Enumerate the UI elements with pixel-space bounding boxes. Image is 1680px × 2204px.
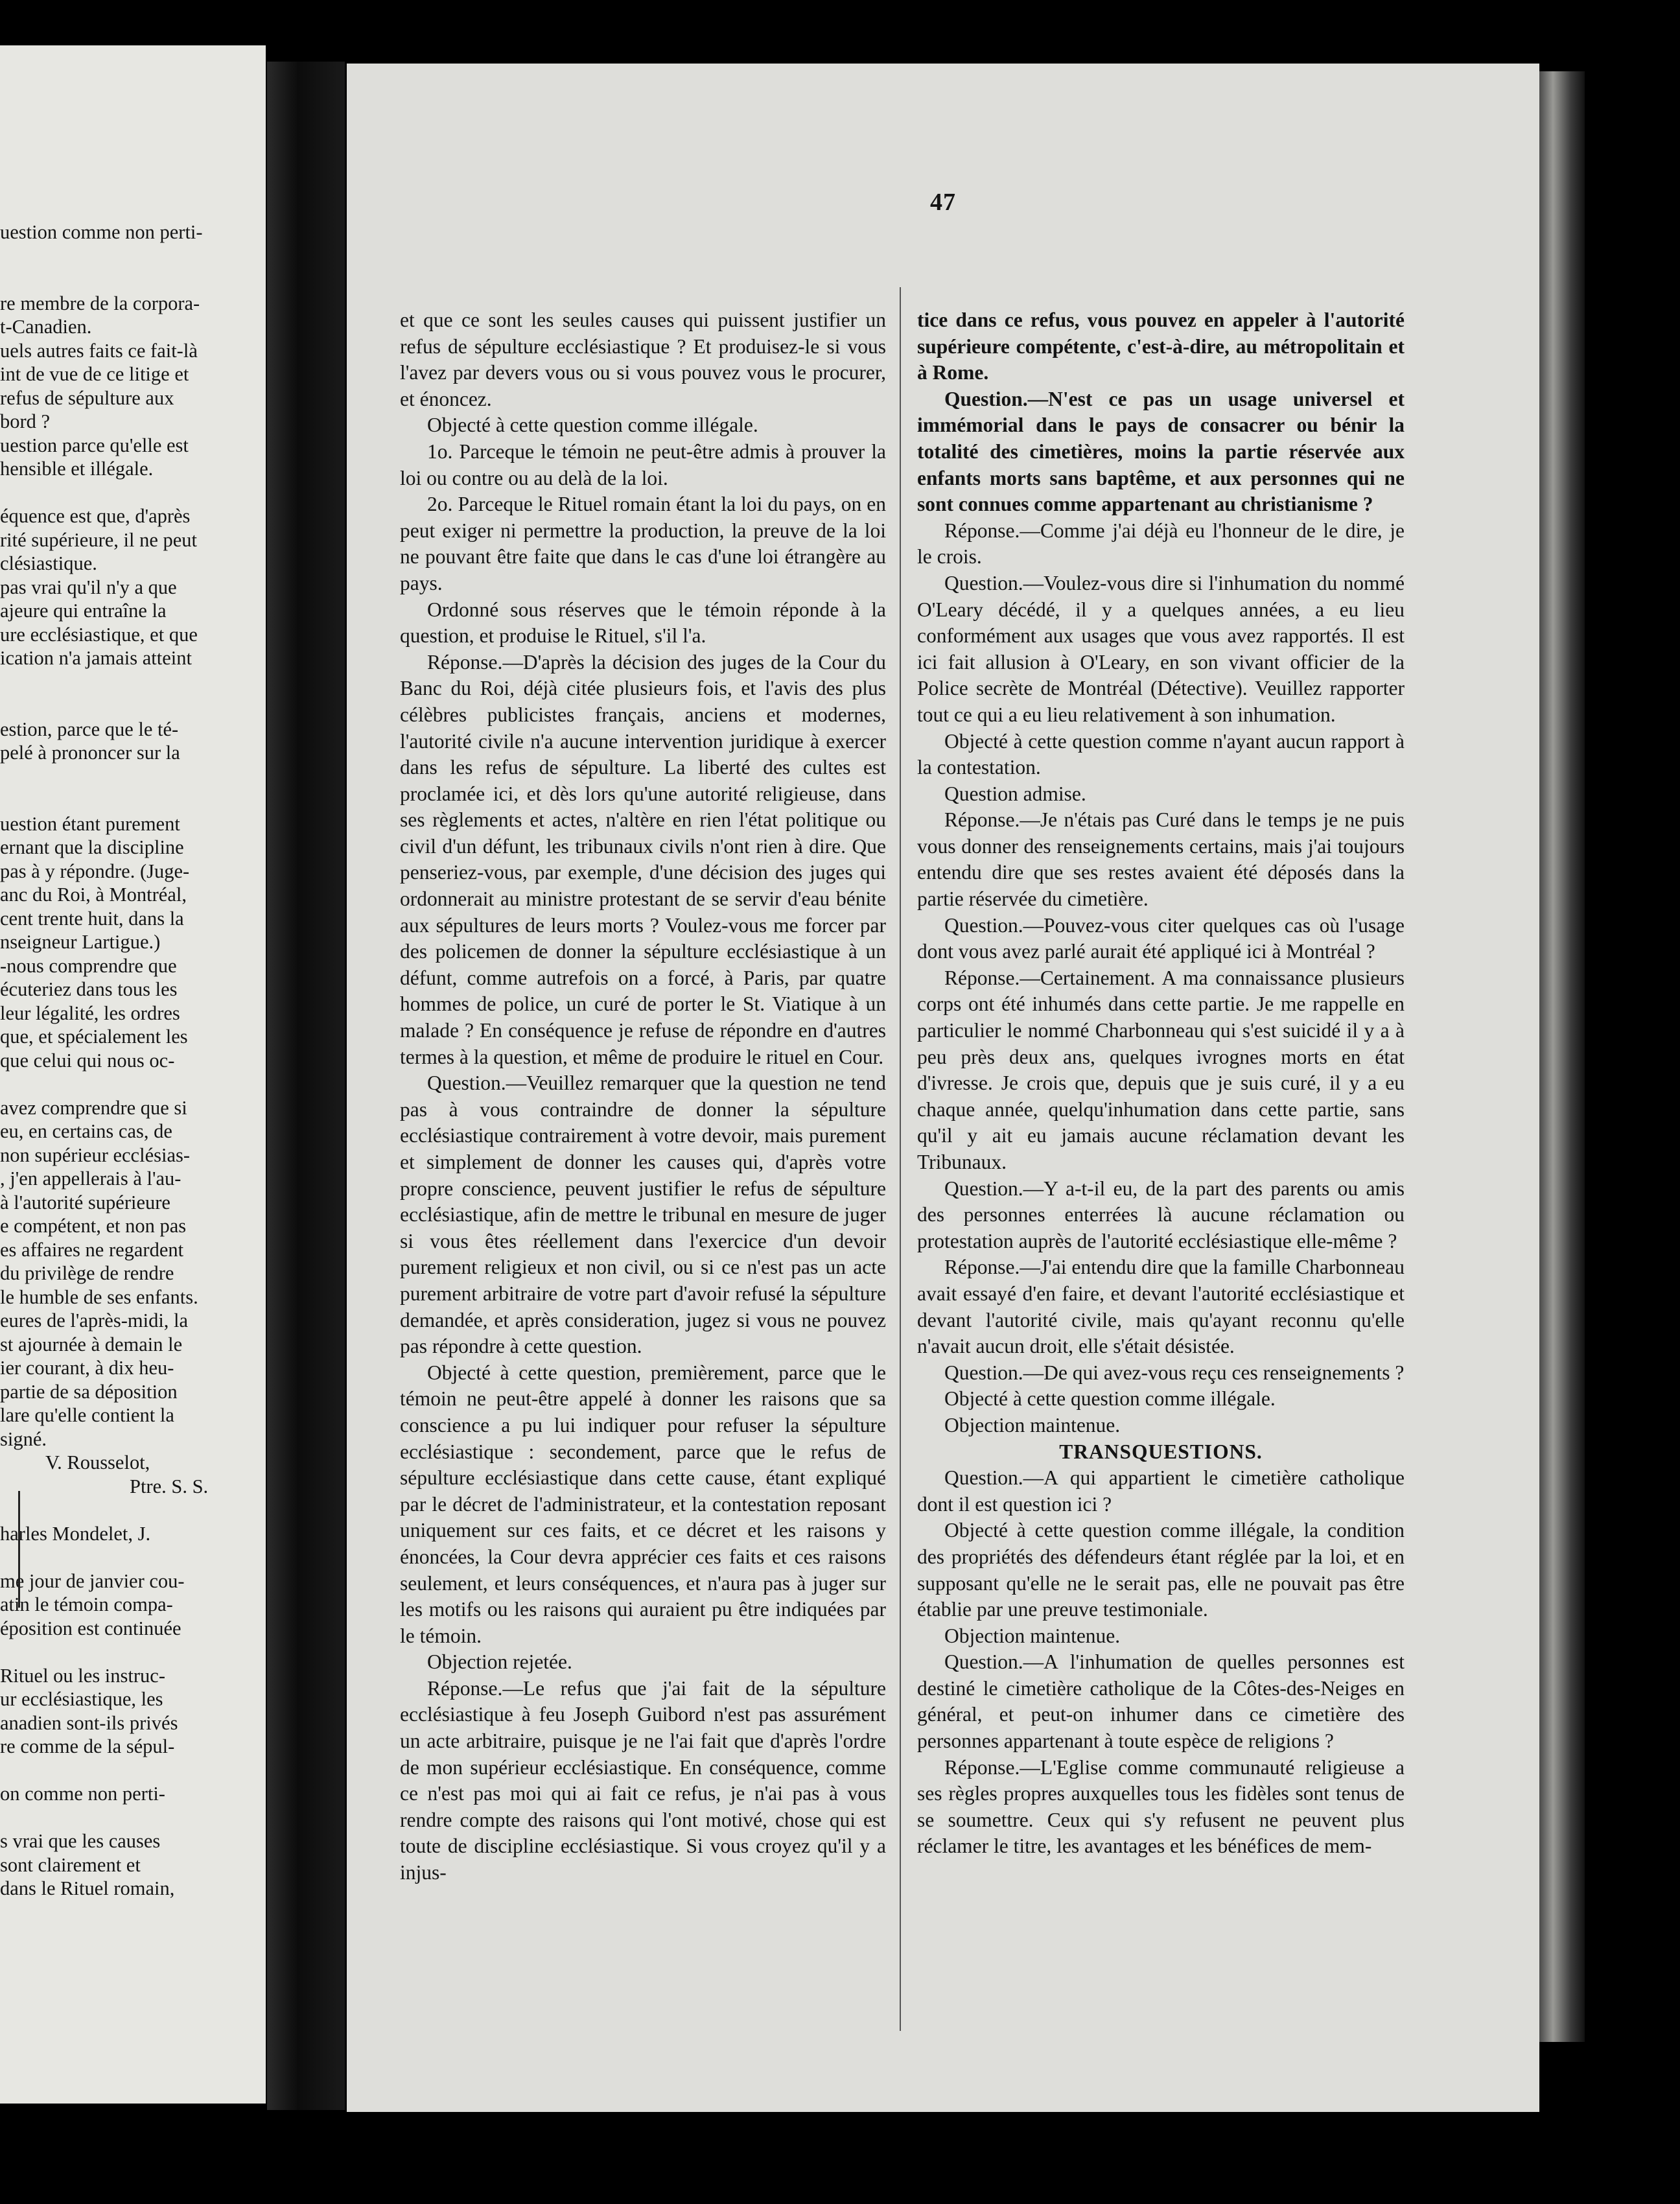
paragraph: tice dans ce refus, vous pouvez en appeler à l'autorité supérieure compétente, c'est-à-dire, au métropolitain et à Rome. [917, 309, 1405, 384]
paragraph: 1o. Parceque le témoin ne peut-être admis à prouver la loi ou contre ou au delà de la loi. [400, 440, 886, 489]
text-column-left [400, 307, 886, 1886]
text-line: -nous comprendre que [0, 954, 177, 977]
text-line: ier courant, à dix heu- [0, 1357, 174, 1379]
text-line: , j'en appellerais à l'au- [0, 1167, 181, 1190]
text-line: lare qu'elle contient la [0, 1404, 174, 1426]
text-line: st ajournée à demain le [0, 1333, 183, 1355]
signature-title: Ptre. S. S. [130, 1475, 209, 1497]
text-line: re membre de la corpora- [0, 292, 200, 314]
paragraph: Réponse.—Certainement. A ma connaissance plusieurs corps ont été inhumés dans cette partie. Je me rappelle en particulier le nommé Charbonneau qui s'est suicidé il y a à peu près deux ans, quelques ivrognes morts en état d'ivresse. Je crois que, depuis que je suis curé, il y a eu chaque année, quelqu'inhumation dans cette partie, sans qu'il y ait eu jamais aucune réclamation devant les Tribunaux. [917, 966, 1405, 1173]
text-line: s vrai que les causes [0, 1830, 161, 1852]
text-line: que, et spécialement les [0, 1026, 188, 1048]
text-line: me jour de janvier cou- [0, 1569, 185, 1592]
text-line [0, 481, 259, 505]
text-line: bord ? [0, 410, 51, 432]
section-heading: TRANSQUESTIONS. [1059, 1440, 1263, 1463]
text-line: anc du Roi, à Montréal, [0, 884, 187, 906]
column-divider [900, 287, 901, 2031]
paragraph: Objection rejetée. [427, 1650, 572, 1674]
text-line: ication n'a jamais atteint [0, 647, 192, 669]
text-line [0, 1640, 259, 1664]
paragraph: Réponse.—Je n'étais pas Curé dans le temps je ne puis vous donner des renseignements certains, mais j'ai toujours entendu dire que ses restes avaient été déposés dans la partie réservée du cimetière. [917, 808, 1405, 911]
text-line: re comme de la sépul- [0, 1735, 175, 1757]
text-line: éposition est continuée [0, 1617, 181, 1639]
signature-name: V. Rousselot, [45, 1451, 150, 1473]
text-line: rité supérieure, il ne peut [0, 528, 198, 551]
judge-signature: harles Mondelet, J. [0, 1522, 151, 1545]
text-line: nseigneur Lartigue.) [0, 931, 161, 953]
text-line: ur ecclésiastique, les [0, 1688, 163, 1710]
text-line: avez comprendre que si [0, 1096, 187, 1119]
text-line: anadien sont-ils privés [0, 1711, 178, 1734]
main-page [347, 64, 1539, 2112]
text-line: le humble de ses enfants. [0, 1285, 198, 1308]
paragraph: Objection maintenue. [944, 1624, 1121, 1647]
text-column-right [917, 307, 1405, 1860]
paragraph: Objecté à cette question comme illégale, la condition des propriétés des défendeurs étant réglée par la loi, et en supposant qu'elle ne le serait pas, elle ne pouvait pas être établie par une preuve testimoniale. [917, 1519, 1405, 1621]
paragraph: Question.—Pouvez-vous citer quelques cas où l'usage dont vous avez parlé aurait été appliqué ici à Montréal ? [917, 913, 1405, 963]
paragraph: Question.—N'est ce pas un usage universel et immémorial dans le pays de consacrer ou bénir la totalité des cimetières, moins la partie réservée aux enfants morts sans baptême, et aux personnes qui ne sont connues comme appartenant au christianisme ? [917, 387, 1405, 516]
text-line: Rituel ou les instruc- [0, 1664, 165, 1687]
paragraph: Objection maintenue. [944, 1413, 1121, 1436]
text-line [0, 1806, 259, 1830]
text-line [0, 765, 259, 789]
paragraph: Ordonné sous réserves que le témoin réponde à la question, et produise le Rituel, s'il l'a. [400, 598, 886, 648]
text-line [0, 268, 259, 292]
facing-page-fragment [0, 45, 266, 2104]
paragraph: Objecté à cette question comme illégale. [944, 1387, 1276, 1411]
text-line: non supérieur ecclésias- [0, 1143, 191, 1166]
text-line: ernant que la discipline [0, 836, 184, 858]
text-line: ure ecclésiastique, et que [0, 623, 198, 646]
paragraph: 2o. Parceque le Rituel romain étant la loi du pays, on en peut exiger ni permettre la production, la preuve de la loi ne pouvant être faite que dans le cas d'une loi étrangère au pays. [400, 493, 886, 594]
paragraph: Réponse.—Comme j'ai déjà eu l'honneur de le dire, je le crois. [917, 519, 1405, 569]
text-line: uels autres faits ce fait-là [0, 339, 198, 362]
page-edge [1539, 71, 1585, 2042]
paragraph: Question.—A l'inhumation de quelles personnes est destiné le cimetière catholique de la Côtes-des-Neiges en général, et peut-on inhumer dans ce cimetière des personnes appartenant à toute espèce de religions ? [917, 1650, 1405, 1753]
text-line [0, 1759, 259, 1783]
text-line: partie de sa déposition [0, 1380, 178, 1403]
text-line: estion, parce que le té- [0, 718, 179, 740]
text-line: leur légalité, les ordres [0, 1002, 180, 1024]
text-line: uestion étant purement [0, 812, 180, 835]
text-line [0, 788, 259, 812]
text-line [0, 1545, 259, 1569]
text-line: refus de sépulture aux [0, 386, 174, 409]
paragraph: Question admise. [944, 782, 1086, 805]
paragraph: Question.—Voulez-vous dire si l'inhumation du nommé O'Leary décédé, il y a quelques années, a eu lieu conformément aux usages que vous avez rapportés. Il est ici fait allusion à O'Leary, en son vivant officier de la Police secrète de Montréal (Détective). Veuillez rapporter tout ce qui a eu lieu relativement à son inhumation. [917, 571, 1405, 726]
paragraph: Réponse.—D'après la décision des juges de la Cour du Banc du Roi, déjà citée plusieurs fois, et l'avis des plus célèbres publicistes français, anciens et modernes, l'autorité civile n'a aucune intervention juridique à exercer dans les refus de sépulture. La liberté des cultes est proclamée ici, et dès lors qu'une autorité religieuse, dans ses règlements et actes, n'altère en rien l'état politique ou civil d'un défunt, les tribunaux civils n'ont rien à dire. Que penseriez-vous, par exemple, d'une décision des juges qui ordonnerait au ministre protestant de se servir d'eau bénite aux sépultures de leurs morts ? Voulez-vous me forcer par des policemen de donner la sépulture ecclésiastique à un défunt, comme autrefois on a forcé, à Paris, par quatre hommes de police, un curé de porter le St. Viatique à un malade ? En conséquence je refuse de répondre en d'autres termes à la question, et même de produire le rituel en Cour. [400, 650, 886, 1068]
text-line: écuteriez dans tous les [0, 978, 178, 1000]
paragraph: Réponse.—J'ai entendu dire que la famille Charbonneau avait essayé d'en faire, et devant l'autorité ecclésiastique et devant l'autorité civile, mais qu'ayant reconnu qu'elle n'avait aucun droit, elle s'était désistée. [917, 1256, 1405, 1358]
text-line: dans le Rituel romain, [0, 1877, 175, 1899]
text-line: sont clairement et [0, 1853, 141, 1876]
paragraph: Question.—A qui appartient le cimetière catholique dont il est question ici ? [917, 1466, 1405, 1516]
book-gutter [267, 62, 345, 2110]
text-line: uestion parce qu'elle est [0, 434, 189, 456]
text-line: es affaires ne regardent [0, 1238, 184, 1261]
text-line: équence est que, d'après [0, 505, 191, 527]
page-number: 47 [930, 189, 956, 216]
paragraph: Question.—Y a-t-il eu, de la part des parents ou amis des personnes enterrées là aucune réclamation ou protestation auprès de l'autorité ecclésiastique elle-même ? [917, 1177, 1405, 1252]
text-line: int de vue de ce litige et [0, 363, 189, 385]
paragraph: Objecté à cette question comme n'ayant aucun rapport à la contestation. [917, 729, 1405, 779]
text-line [0, 244, 259, 268]
text-line [0, 694, 259, 718]
paragraph: Objecté à cette question, premièrement, parce que le témoin ne peut-être appelé à donner les raisons que sa conscience a pu lui indiquer pour refuser la sépulture ecclésiastique : secondement, parce que le refus de sépulture ecclésiastique dans cette cause, étant expliqué par le décret de l'administrateur, et la contestation reposant uniquement sur ces faits, et ce décret et les raisons y énoncées, la Cour devra apprécier ces faits et ces raisons seulement, et leurs conséquences, et n'aura pas à juger sur les motifs ou les raisons qui auraient pu être indiquées par le témoin. [400, 1361, 886, 1647]
text-line: clésiastique. [0, 552, 97, 574]
text-line: à l'autorité supérieure [0, 1191, 170, 1213]
text-line: cent trente huit, dans la [0, 907, 184, 930]
text-line: eu, en certains cas, de [0, 1120, 172, 1142]
text-line: que celui qui nous oc- [0, 1049, 175, 1072]
facing-page-text [0, 220, 259, 1901]
text-line: pas vrai qu'il n'y a que [0, 576, 177, 598]
paragraph: Réponse.—Le refus que j'ai fait de la sépulture ecclésiastique à feu Joseph Guibord n'est pas assurément un acte arbitraire, puisque je ne l'ai fait que d'après l'ordre de mon supérieur ecclésiastique. En conséquence, comme ce n'est pas moi qui ai fait ce refus, je n'ai pas à vous rendre compte des raisons qui l'ont motivé, chose qui est toute de discipline ecclésiastique. Si vous croyez qu'il y a injus- [400, 1676, 886, 1884]
text-line: ajeure qui entraîne la [0, 600, 167, 622]
text-line: hensible et illégale. [0, 458, 154, 480]
text-line: pelé à prononcer sur la [0, 742, 180, 764]
text-line: e compétent, et non pas [0, 1215, 187, 1237]
text-line [0, 670, 259, 694]
text-line: eures de l'après-midi, la [0, 1309, 189, 1331]
paragraph: et que ce sont les seules causes qui puissent justifier un refus de sépulture ecclésiastique ? Et produisez-le si vous l'avez par devers vous ou si vous pouvez vous le procurer, et énoncez. [400, 309, 886, 410]
text-line: du privilège de rendre [0, 1262, 174, 1284]
paragraph: Question.—Veuillez remarquer que la question ne tend pas à vous contraindre de donner la sépulture ecclésiastique contrairement à votre devoir, mais purement et simplement de donner les causes qui, d'après votre propre conscience, peuvent justifier le refus de sépulture ecclésiastique, afin de mettre le tribunal en mesure de juger si vous êtes réellement dans l'exercice d'un devoir purement religieux et non civil, ou si ce n'est pas un acte purement arbitraire de votre part d'avoir refusé la sépulture demandée, et après consideration, jugez si vous ne pouvez pas répondre à cette question. [400, 1072, 886, 1358]
text-line: uestion comme non perti- [0, 221, 203, 243]
text-line: t-Canadien. [0, 316, 92, 338]
text-line: signé. [0, 1427, 47, 1450]
paragraph: Réponse.—L'Eglise comme communauté religieuse a ses règles propres auxquelles tous les fidèles sont tenus de se soumettre. Ceux qui s'y refusent ne peuvent plus réclamer le titre, les avantages et les bénéfices de mem- [917, 1755, 1405, 1858]
paragraph: Question.—De qui avez-vous reçu ces renseignements ? [944, 1361, 1405, 1384]
paragraph: Objecté à cette question comme illégale. [427, 414, 758, 437]
text-line [0, 1072, 259, 1096]
text-line: pas à y répondre. (Juge- [0, 860, 190, 882]
text-line: atin le témoin compa- [0, 1593, 173, 1615]
signature-brace [6, 1491, 20, 1608]
text-line: on comme non perti- [0, 1783, 165, 1805]
